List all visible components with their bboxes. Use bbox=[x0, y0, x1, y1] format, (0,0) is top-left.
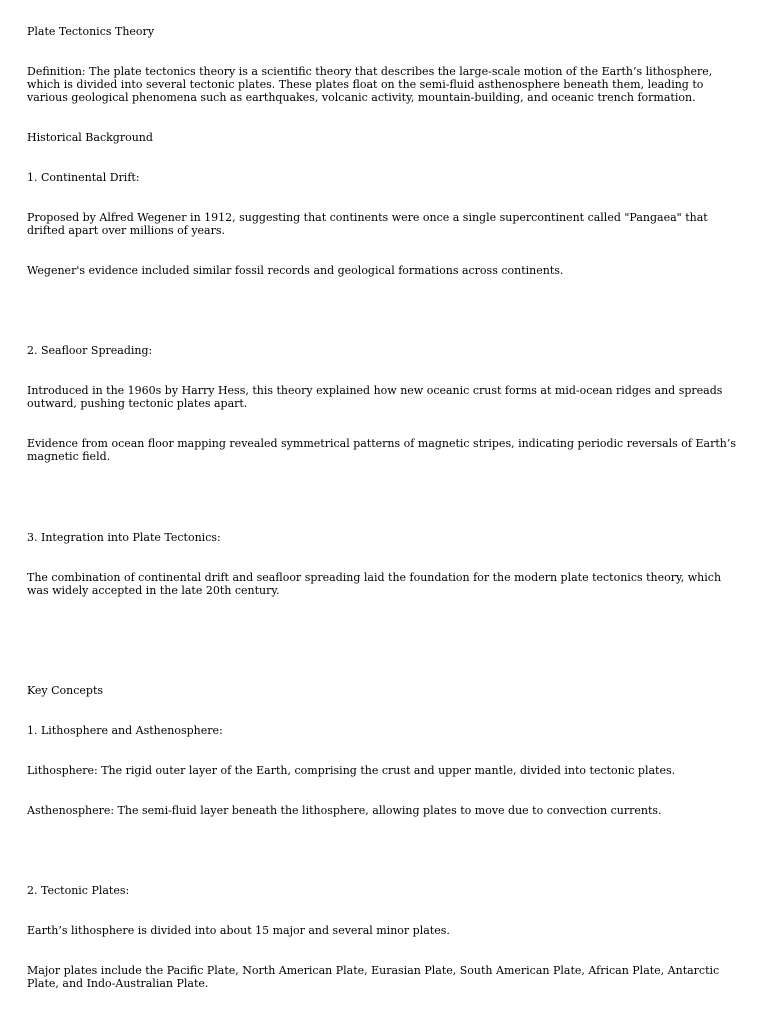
tectonic-plates-paragraph-1: Earth’s lithosphere is divided into about 15 major and several minor plates. bbox=[27, 924, 450, 937]
lithosphere-paragraph: Lithosphere: The rigid outer layer of the Earth, comprising the crust and upper mantle, divided into tectonic plates. bbox=[27, 764, 676, 777]
continental-drift-heading: 1. Continental Drift: bbox=[27, 171, 140, 184]
continental-drift-paragraph-1: Proposed by Alfred Wegener in 1912, suggesting that continents were once a single supercontinent called "Pangaea" that drifted apart over millions of years. bbox=[27, 211, 708, 237]
key-concepts-heading: Key Concepts bbox=[27, 684, 104, 697]
document-title: Plate Tectonics Theory bbox=[27, 25, 155, 38]
tectonic-plates-paragraph-2: Major plates include the Pacific Plate, North American Plate, Eurasian Plate, South American Plate, African Plate, Antarctic Plate, and Indo-Australian Plate. bbox=[27, 964, 720, 990]
asthenosphere-paragraph: Asthenosphere: The semi-fluid layer beneath the lithosphere, allowing plates to move due to convection currents. bbox=[27, 804, 662, 817]
tectonic-plates-heading: 2. Tectonic Plates: bbox=[27, 884, 130, 897]
lithosphere-asthenosphere-heading: 1. Lithosphere and Asthenosphere: bbox=[27, 724, 223, 737]
seafloor-spreading-heading: 2. Seafloor Spreading: bbox=[27, 344, 153, 357]
continental-drift-paragraph-2: Wegener's evidence included similar fossil records and geological formations across continents. bbox=[27, 264, 564, 277]
integration-paragraph: The combination of continental drift and seafloor spreading laid the foundation for the modern plate tectonics theory, which was widely accepted in the late 20th century. bbox=[27, 571, 722, 597]
integration-heading: 3. Integration into Plate Tectonics: bbox=[27, 531, 221, 544]
seafloor-spreading-paragraph-2: Evidence from ocean floor mapping revealed symmetrical patterns of magnetic stripes, indicating periodic reversals of Earth’s magnetic field. bbox=[27, 437, 736, 463]
definition-paragraph: Definition: The plate tectonics theory is a scientific theory that describes the large-scale motion of the Earth’s lithosphere, which is divided into several tectonic plates. These plates float on the semi-fluid asthenosphere beneath them, leading to various geological phenomena such as earthquakes, volcanic activity, mountain-building, and oceanic trench formation. bbox=[27, 65, 713, 104]
historical-background-heading: Historical Background bbox=[27, 131, 153, 144]
seafloor-spreading-paragraph-1: Introduced in the 1960s by Harry Hess, this theory explained how new oceanic crust forms at mid-ocean ridges and spreads outward, pushing tectonic plates apart. bbox=[27, 384, 723, 410]
